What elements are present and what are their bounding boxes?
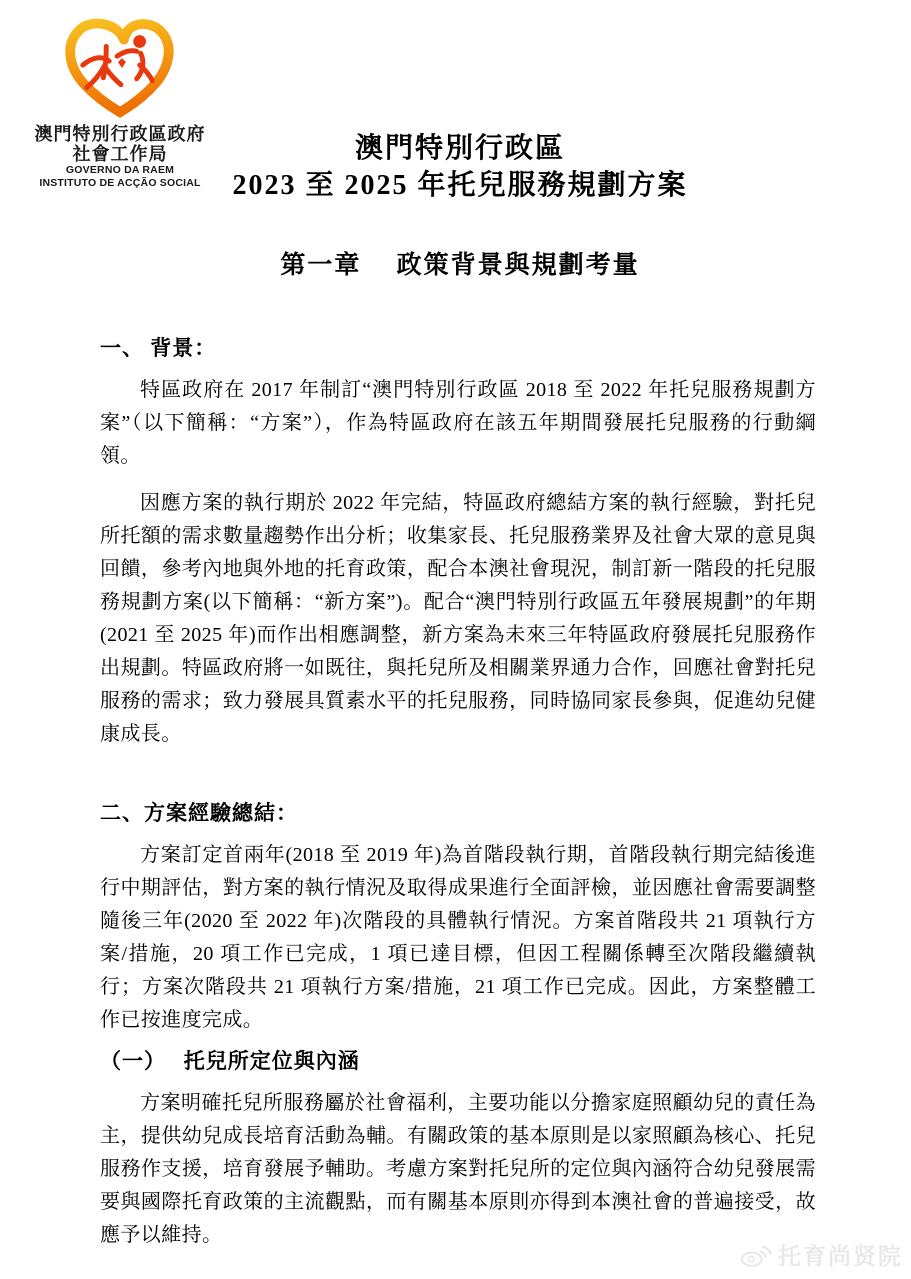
section-2-heading: 二、方案經驗總結：	[100, 801, 298, 825]
section-2-paragraph-1: 方案訂定首兩年(2018 至 2019 年)為首階段執行期，首階段執行期完結後進行中期評估，對方案的執行情況及取得成果進行全面評檢，並因應社會需要調整隨後三年(2020 至 2022 年)次階段的具體執行情況。方案首階段共 21 項執行方案/措施，20 項工作已完成，1 項已達目標，但因工程關係轉至次階段繼續執行；方案次階段共 21 項執行方案/措施，21 項工作已完成。因此，方案整體工作已按進度完成。	[100, 844, 816, 1031]
chapter-heading: 第一章 政策背景與規劃考量	[280, 252, 640, 279]
heart-logo-icon	[61, 16, 179, 118]
document-header	[0, 0, 911, 204]
logo-gov-name-pt: GOVERNO DA RAEM	[65, 164, 175, 176]
ias-logo	[24, 16, 216, 189]
section-1-paragraph-2: 因應方案的執行期於 2022 年完結，特區政府總結方案的執行經驗，對托兒所托額的需求數量趨勢作出分析；收集家長、托兒服務業界及社會大眾的意見與回饋，參考內地與外地的托育政策，配合本澳社會現況，制訂新一階段的托兒服務規劃方案(以下簡稱：“新方案”)。配合“澳門特別行政區五年發展規劃”的年期(2021 至 2025 年)而作出相應調整，新方案為未來三年特區政府發展托兒服務作出規劃。特區政府將一如既往，與托兒所及相關業界通力合作，回應社會對托兒服務的需求；致力發展具質素水平的托兒服務，同時協同家長參與，促進幼兒健康成長。	[100, 492, 816, 745]
section-background	[0, 334, 911, 751]
watermark	[740, 1238, 903, 1271]
section-1-paragraph-1: 特區政府在 2017 年制訂“澳門特別行政區 2018 至 2022 年托兒服務規劃方案”（以下簡稱：“方案”），作為特區政府在該五年期間發展托兒服務的行動綱領。	[100, 379, 816, 467]
section-1-heading: 一、 背景：	[100, 336, 217, 360]
subsection-1-heading: （一） 托兒所定位與內涵	[100, 1049, 360, 1073]
logo-bureau-name-pt: INSTITUTO DE ACÇÃO SOCIAL	[39, 176, 201, 189]
subsection-1-paragraph-1: 方案明確托兒所服務屬於社會福利，主要功能以分擔家庭照顧幼兒的責任為主，提供幼兒成長培育活動為輔。有關政策的基本原則是以家照顧為核心、托兒服務作支援，培育發展予輔助。考慮方案對托兒所的定位與內涵符合幼兒發展需要與國際托育政策的主流觀點，而有關基本原則亦得到本澳社會的普遍接受，故應予以維持。	[100, 1092, 816, 1246]
logo-bureau-name-cn: 社會工作局	[72, 144, 168, 164]
logo-gov-name-cn: 澳門特別行政區政府	[34, 124, 206, 144]
weibo-icon	[740, 1242, 772, 1268]
section-experience-summary	[0, 799, 911, 1252]
watermark-text: 托育尚贤院	[778, 1243, 903, 1269]
title-line-2: 2023 至 2025 年托兒服務規劃方案	[232, 170, 688, 201]
title-line-1: 澳門特別行政區	[354, 133, 565, 164]
